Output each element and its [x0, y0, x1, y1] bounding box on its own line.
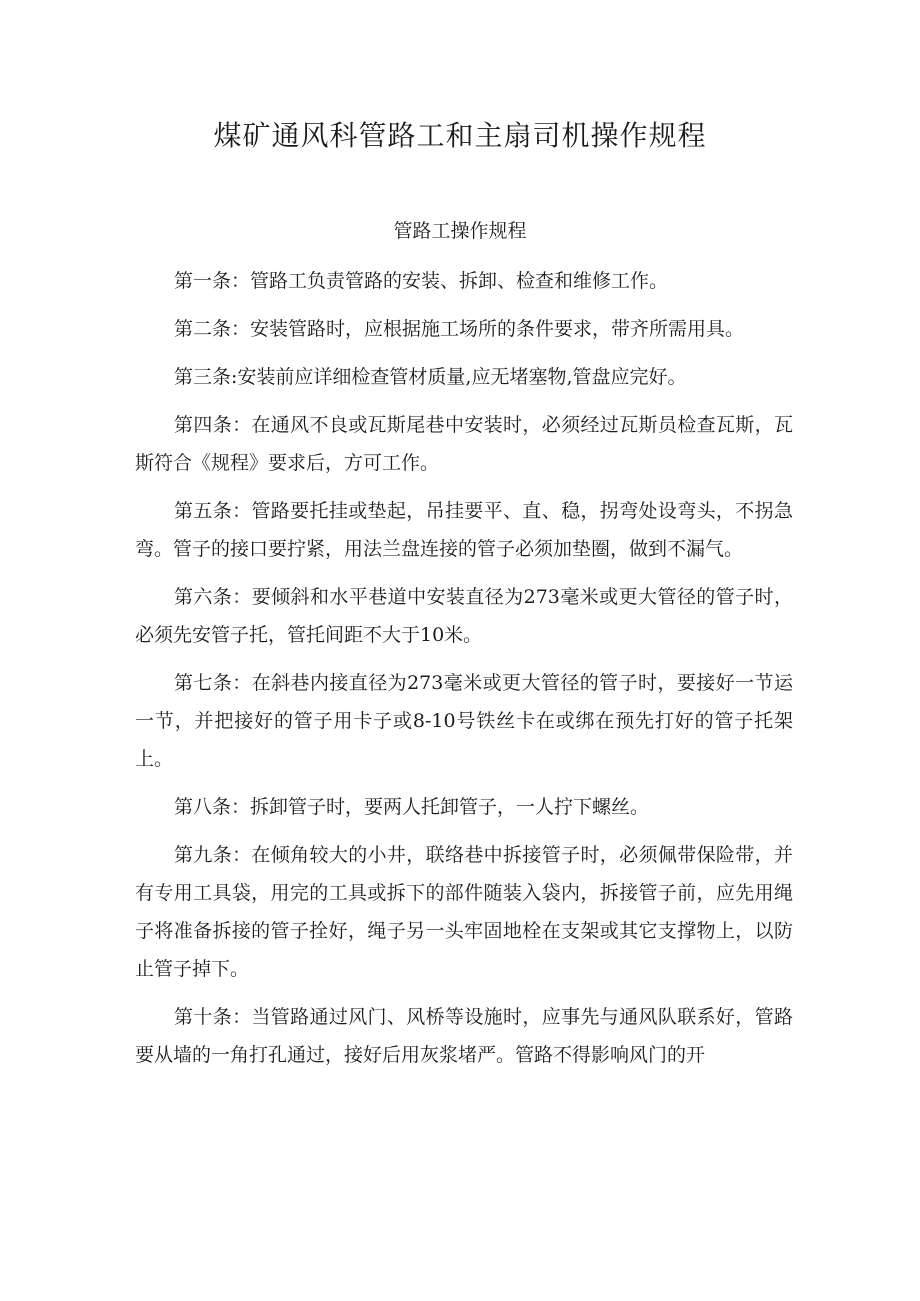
document-title: 煤矿通风科管路工和主扇司机操作规程: [213, 119, 707, 152]
article-paragraph-10: 第十条：当管路通过风门、风桥等设施时，应事先与通风队联系好，管路要从墙的一角打孔通过，接好后用灰浆堵严。管路不得影响风门的开: [135, 1006, 793, 1066]
article-paragraph-9: 第九条：在倾角较大的小井，联络巷中拆接管子时，必须佩带保险带，并有专用工具袋，用完的工具或拆下的部件随装入袋内，拆接管子前，应先用绳子将准备拆接的管子拴好，绳子另一头牢固地栓在支架或其它支撑物上，以防止管子掉下。: [135, 844, 793, 980]
section-title: 管路工操作规程: [393, 220, 527, 242]
article-paragraph-8: 第八条：拆卸管子时，要两人托卸管子，一人拧下螺丝。: [174, 796, 650, 818]
article-paragraph-3: 第三条:安装前应详细检查管材质量,应无堵塞物,管盘应完好。: [174, 366, 687, 388]
article-paragraph-7: 第七条：在斜巷内接直径为273毫米或更大管径的管子时，要接好一节运一节，并把接好的管子用卡子或8-10号铁丝卡在或绑在预先打好的管子托架上。: [135, 672, 793, 770]
article-paragraph-4: 第四条：在通风不良或瓦斯尾巷中安装时，必须经过瓦斯员检查瓦斯，瓦斯符合《规程》要求后，方可工作。: [135, 414, 793, 474]
article-paragraph-1: 第一条：管路工负责管路的安装、拆卸、检查和维修工作。: [174, 270, 669, 292]
document-body: [135, 262, 793, 1084]
article-paragraph-6: 第六条：要倾斜和水平巷道中安装直径为273毫米或更大管径的管子时，必须先安管子托，管托间距不大于10米。: [135, 586, 793, 646]
article-paragraph-2: 第二条：安装管路时，应根据施工场所的条件要求，带齐所需用具。: [174, 318, 745, 340]
article-paragraph-5: 第五条：管路要托挂或垫起，吊挂要平、直、稳，拐弯处设弯头，不拐急弯。管子的接口要拧紧，用法兰盘连接的管子必须加垫圈，做到不漏气。: [135, 500, 793, 560]
